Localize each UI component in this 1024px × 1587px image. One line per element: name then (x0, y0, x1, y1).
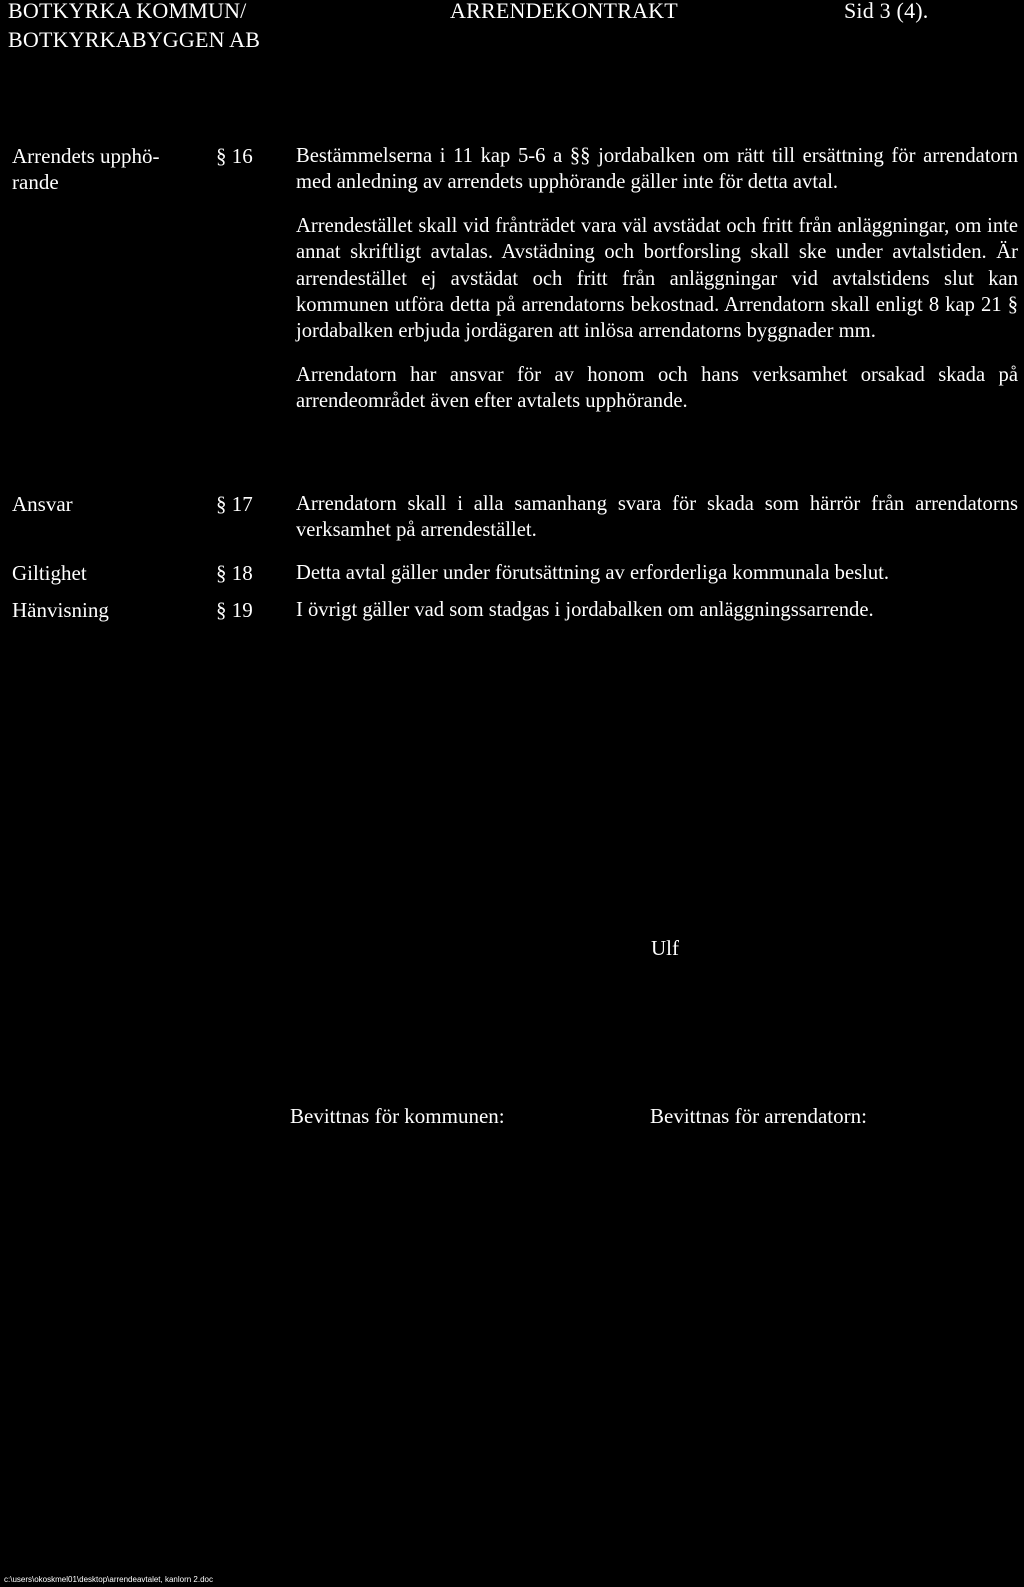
footer-file-path: c:\users\okoskmel01\desktop\arrendeavtalet, kanlorn 2.doc (4, 1575, 214, 1584)
section-18-text (296, 560, 1018, 586)
section-19-paragraph: I övrigt gäller vad som stadgas i jordabalken om anläggningssarrende. (296, 599, 874, 621)
section-18-paragraph: Detta avtal gäller under förutsättning av erforderliga kommunala beslut. (296, 562, 890, 584)
section-17-paragraph: Arrendatorn skall i alla samanhang svara för skada som härrör från arrendatorns verksamhet på arrendestället. (296, 493, 1018, 542)
signatory-name: Ulf (651, 936, 679, 960)
header-org-line1: BOTKYRKA KOMMUN/ (8, 0, 247, 23)
header-org-line2: BOTKYRKABYGGEN AB (8, 27, 261, 52)
witness-tenant-label: Bevittnas för arrendatorn: (650, 1104, 867, 1128)
section-19-number: § 19 (216, 598, 253, 622)
section-16-number: § 16 (216, 144, 253, 168)
section-16-paragraph: Bestämmelserna i 11 kap 5-6 a §§ jordabalken om rätt till ersättning för arrendatorn med anledning av arrendets upphörande gäller inte för detta avtal. (296, 145, 1018, 194)
witness-municipality-label: Bevittnas för kommunen: (290, 1104, 505, 1128)
section-16-heading (12, 143, 160, 195)
section-16-text (296, 143, 1018, 415)
section-17-heading: Ansvar (12, 492, 73, 516)
section-19-heading: Hänvisning (12, 598, 109, 622)
section-16-heading-line1: Arrendets upphö- (12, 144, 160, 168)
section-17-number: § 17 (216, 492, 253, 516)
section-19-text (296, 597, 1018, 623)
section-16-paragraph: Arrendestället skall vid frånträdet vara väl avstädat och fritt från anläggningar, om inte annat skriftligt avtalas. Avstädning och bortforsling skall ske under avtalstiden. Är arrendestället ej avstädat och fritt från anläggningar vid avtalstidens slut kan kommunen utföra detta på arrendatorns bekostnad. Arrendatorn skall enligt 8 kap 21 § jordabalken erbjuda jordägaren att inlösa arrendatorns byggnader mm. (296, 214, 1018, 343)
header-title: ARRENDEKONTRAKT (450, 0, 678, 23)
header-page-number: Sid 3 (4). (844, 0, 929, 23)
section-17-text (296, 491, 1018, 544)
section-16-heading-line2: rande (12, 170, 59, 194)
header-organization (8, 0, 260, 54)
section-18-heading: Giltighet (12, 561, 87, 585)
section-16-paragraph: Arrendatorn har ansvar för av honom och hans verksamhet orsakad skada på arrendeområdet även efter avtalets upphörande. (296, 363, 1018, 413)
section-18-number: § 18 (216, 561, 253, 585)
